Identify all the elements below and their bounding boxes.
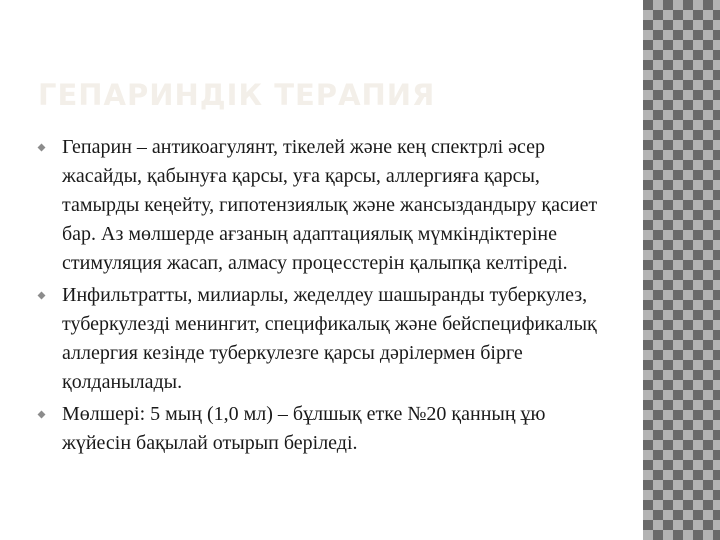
list-item — [38, 400, 608, 458]
diamond-bullet-icon — [38, 144, 46, 152]
bullet-text: Инфильтратты, милиарлы, жеделдеу шашыранды туберкулез, туберкулезді менингит, спецификалық және бейспецификалық аллергия кезінде туберкулезге қарсы дәрілермен бірге қолданылады. — [62, 284, 597, 393]
list-item — [38, 133, 608, 278]
list-item — [38, 281, 608, 397]
bullet-text: Мөлшері: 5 мың (1,0 мл) – бұлшық етке №20 қанның ұю жүйесін бақылай отырып беріледі. — [62, 403, 546, 454]
bullet-list — [38, 133, 608, 461]
diamond-bullet-icon — [38, 411, 46, 419]
slide-title: ГЕПАРИНДІК ТЕРАПИЯ — [38, 78, 436, 112]
decorative-side-pattern — [641, 0, 720, 540]
diamond-bullet-icon — [38, 292, 46, 300]
bullet-text: Гепарин – антикоагулянт, тікелей және кең спектрлі әсер жасайды, қабынуға қарсы, уға қарсы, аллергияға қарсы, тамырды кеңейту, гипотензиялық және жансыздандыру қасиет бар. Аз мөлшерде ағзаның адаптациялық мүмкіндіктеріне стимуляция жасап, алмасу процесстерін қалыпқа келтіреді. — [62, 136, 598, 274]
